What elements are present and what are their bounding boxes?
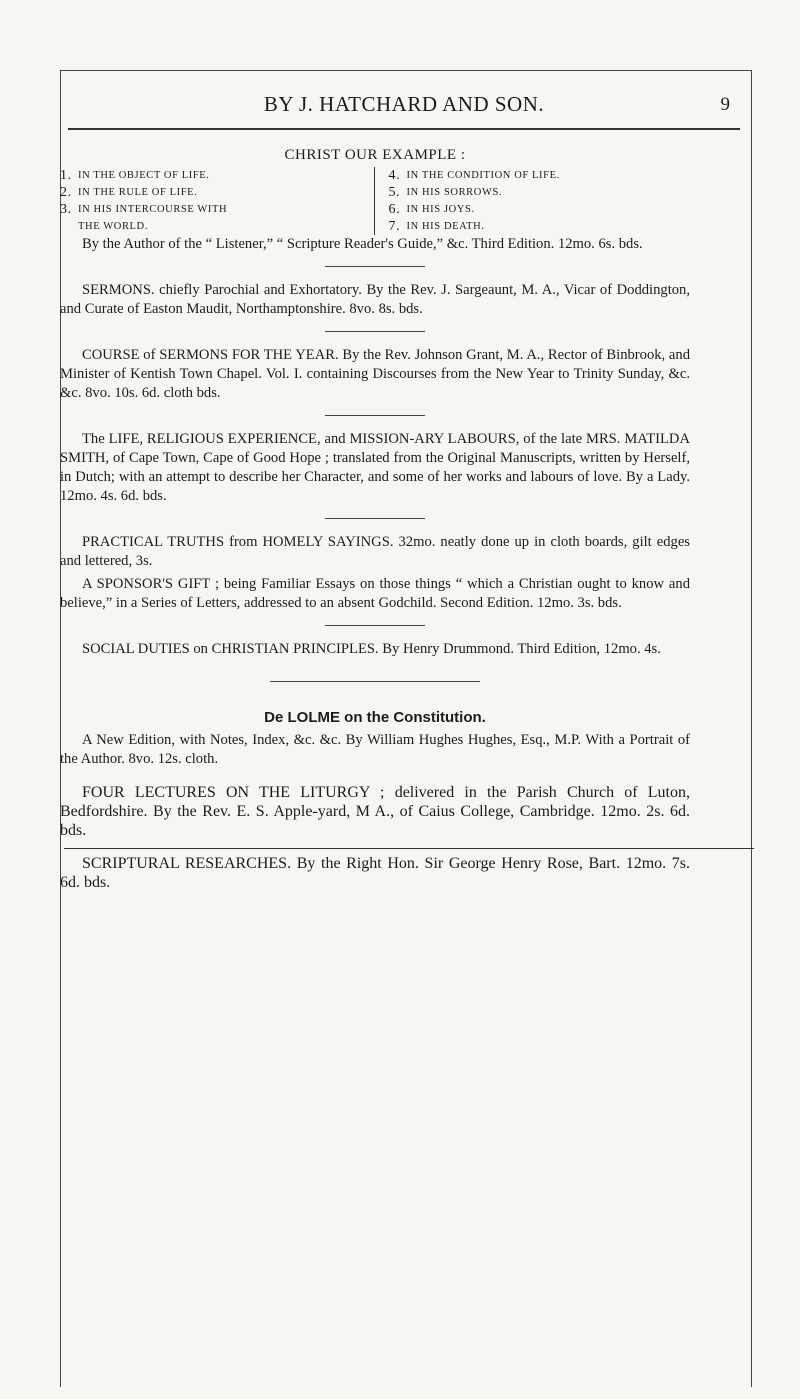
page-content [60,146,690,892]
course-of-sermons-entry: COURSE of SERMONS FOR THE YEAR. By the Rev. Johnson Grant, M. A., Rector of Binbrook, and Minister of Kentish Town Chapel. Vol. I. containing Discourses from the New Year to Trinity Sunday, &c. &c. 8vo. 10s. 6d. cloth bds. [60,347,690,401]
sponsors-gift-entry: A SPONSOR'S GIFT ; being Familiar Essays on those things “ which a Christian ought to know and believe,” in a Series of Letters, addressed to an absent Godchild. Second Edition. 12mo. 3s. bds. [60,576,690,611]
contents-item: 3. IN HIS INTERCOURSE WITH [60,202,228,217]
contents-item: 7. IN HIS DEATH. [388,219,485,234]
divider [325,266,425,267]
contents-item: 5. IN HIS SORROWS. [388,185,503,200]
bottom-rule [64,848,754,849]
divider [325,518,425,519]
contents-item: THE WORLD. [78,221,148,232]
de-lolme-heading: De LOLME on the Constitution. [264,709,486,726]
page-number: 9 [720,94,730,115]
divider [270,681,480,682]
life-of-matilda-smith-entry: The LIFE, RELIGIOUS EXPERIENCE, and MISSION-ARY LABOURS, of the late MRS. MATILDA SMITH, of Cape Town, Cape of Good Hope ; translated from the Original Manuscripts, written by Herself, in Dutch; with an attempt to describe her Character, and some of her works and labours of love. By a Lady. 12mo. 4s. 6d. bds. [60,431,690,504]
christ-example-contents [60,167,690,235]
social-duties-entry: SOCIAL DUTIES on CHRISTIAN PRINCIPLES. By Henry Drummond. Third Edition, 12mo. 4s. [82,641,661,657]
divider [325,415,425,416]
running-head [68,92,740,128]
christ-example-heading: CHRIST OUR EXAMPLE : [284,147,466,163]
running-title: BY J. HATCHARD AND SON. [263,92,545,116]
sermons-entry: SERMONS. chiefly Parochial and Exhortatory. By the Rev. J. Sargeaunt, M. A., Vicar of Doddington, and Curate of Easton Maudit, Northamptonshire. 8vo. 8s. bds. [60,282,690,317]
practical-truths-entry: PRACTICAL TRUTHS from HOMELY SAYINGS. 32mo. neatly done up in cloth boards, gilt edges and lettered, 3s. [60,534,690,569]
scriptural-researches-entry: SCRIPTURAL RESEARCHES. By the Right Hon. Sir George Henry Rose, Bart. 12mo. 7s. 6d. bds. [60,855,690,891]
contents-item: 6. IN HIS JOYS. [388,202,475,217]
contents-right-column [375,167,691,235]
divider [325,625,425,626]
divider [325,331,425,332]
four-lectures-entry: FOUR LECTURES ON THE LITURGY ; delivered in the Parish Church of Luton, Bedfordshire. By the Rev. E. S. Apple-yard, M A., of Caius College, Cambridge. 12mo. 2s. 6d. bds. [60,784,690,839]
contents-item: 2. IN THE RULE OF LIFE. [60,185,198,200]
christ-example-description: By the Author of the “ Listener,” “ Scripture Reader's Guide,” &c. Third Edition. 12mo. 6s. bds. [82,236,643,252]
de-lolme-entry: A New Edition, with Notes, Index, &c. &c. By William Hughes Hughes, Esq., M.P. With a Portrait of the Author. 8vo. 12s. cloth. [60,732,690,767]
contents-item: 1. IN THE OBJECT OF LIFE. [60,168,210,183]
header-rule [68,128,740,130]
contents-item: 4. IN THE CONDITION OF LIFE. [388,168,560,183]
contents-left-column [60,167,375,235]
